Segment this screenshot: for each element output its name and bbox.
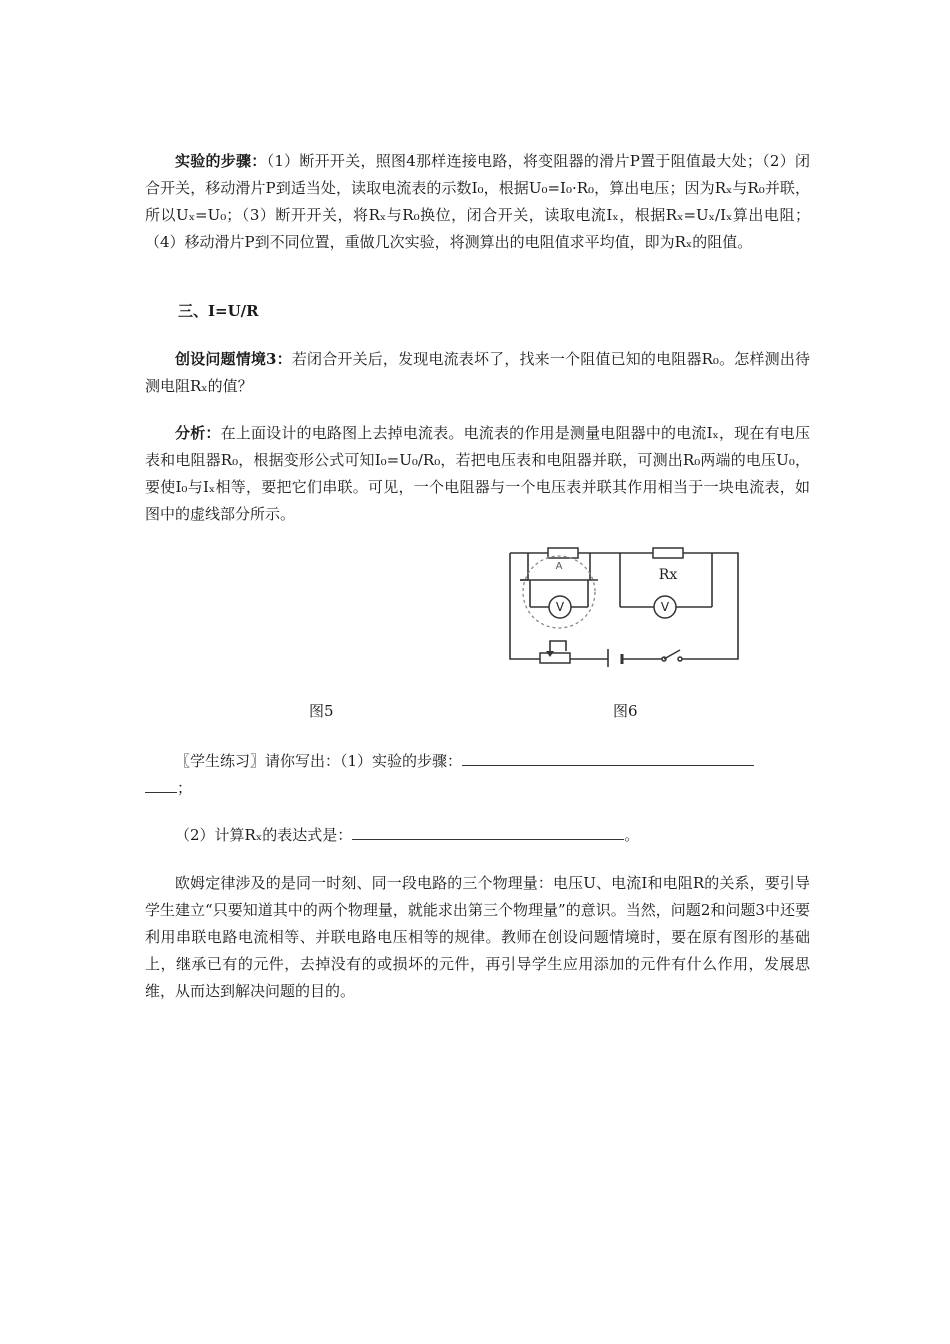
analysis-label: 分析： [175, 424, 221, 442]
student-exercise [145, 748, 810, 802]
exercise-q2 [145, 822, 810, 849]
switch-symbol [662, 650, 682, 661]
meter-a-label: A [555, 561, 563, 572]
steps-text: （1）断开开关，照图4那样连接电路，将变阻器的滑片P置于阻值最大处；（2）闭合开关，移动滑片P到适当处，读取电流表的示数I₀，根据U₀=I₀·R₀，算出电压；因为Rₓ与R₀并联，所以Uₓ=U₀；（3）断开开关，将Rₓ与R₀换位，闭合开关，读取电流Iₓ，根据Rₓ=Uₓ/Iₓ算出电阻；（4）移动滑片P到不同位置，重做几次实验，将测算出的电阻值求平均值，即为Rₓ的阻值。 [145, 152, 810, 251]
analysis-text: 在上面设计的电路图上去掉电流表。电流表的作用是测量电阻器中的电流Iₓ，现在有电压表和电阻器R₀，根据变形公式可知I₀=U₀/R₀，若把电压表和电阻器并联，可测出R₀两端的电压U₀，要使I₀与Iₓ相等，要把它们串联。可见，一个电阻器与一个电压表并联其作用相当于一块电流表，如图中的虚线部分所示。 [145, 424, 810, 523]
voltmeter-right-label: V [660, 600, 670, 614]
section-3-title: 三、I=U/R [178, 302, 259, 320]
exercise-intro: 〖学生练习〗请你写出：（1）实验的步骤： [175, 752, 463, 770]
answer-blank-rx-expression[interactable] [352, 822, 624, 840]
analysis [145, 420, 810, 528]
scenario-3-text: 若闭合开关后，发现电流表坏了，找来一个阻值已知的电阻器R₀。怎样测出待测电阻Rₓ的值？ [145, 350, 810, 395]
exercise-q2-text: （2）计算Rₓ的表达式是： [175, 826, 353, 844]
circuit-diagram [500, 545, 745, 667]
exercise-end1: ； [177, 779, 193, 797]
resistor-rx [653, 548, 683, 558]
figure-5-caption: 图5 [309, 702, 334, 720]
voltmeter-left-label: V [555, 600, 565, 614]
figure-6-caption: 图6 [613, 702, 638, 720]
scenario-3-label: 创设问题情境3： [175, 350, 292, 368]
rx-label: Rx [658, 567, 678, 583]
scenario-3 [145, 346, 810, 400]
conclusion-paragraph: 欧姆定律涉及的是同一时刻、同一段电路的三个物理量：电压U、电流I和电阻R的关系，要引导学生建立“只要知道其中的两个物理量，就能求出第三个物理量”的意识。当然，问题2和问题3中还要利用串联电路电流相等、并联电路电压相等的规律。教师在创设问题情境时，要在原有图形的基础上，继承已有的元件，去掉没有的或损坏的元件，再引导学生应用添加的元件有什么作用，发展思维，从而达到解决问题的目的。 [145, 874, 810, 1000]
rheostat [540, 653, 570, 663]
answer-blank-steps-line2[interactable] [145, 775, 177, 793]
experiment-steps [145, 148, 810, 256]
battery-symbol [608, 649, 622, 667]
exercise-end2: 。 [624, 826, 640, 844]
steps-label: 实验的步骤： [175, 152, 267, 170]
answer-blank-steps-line1[interactable] [462, 748, 754, 766]
